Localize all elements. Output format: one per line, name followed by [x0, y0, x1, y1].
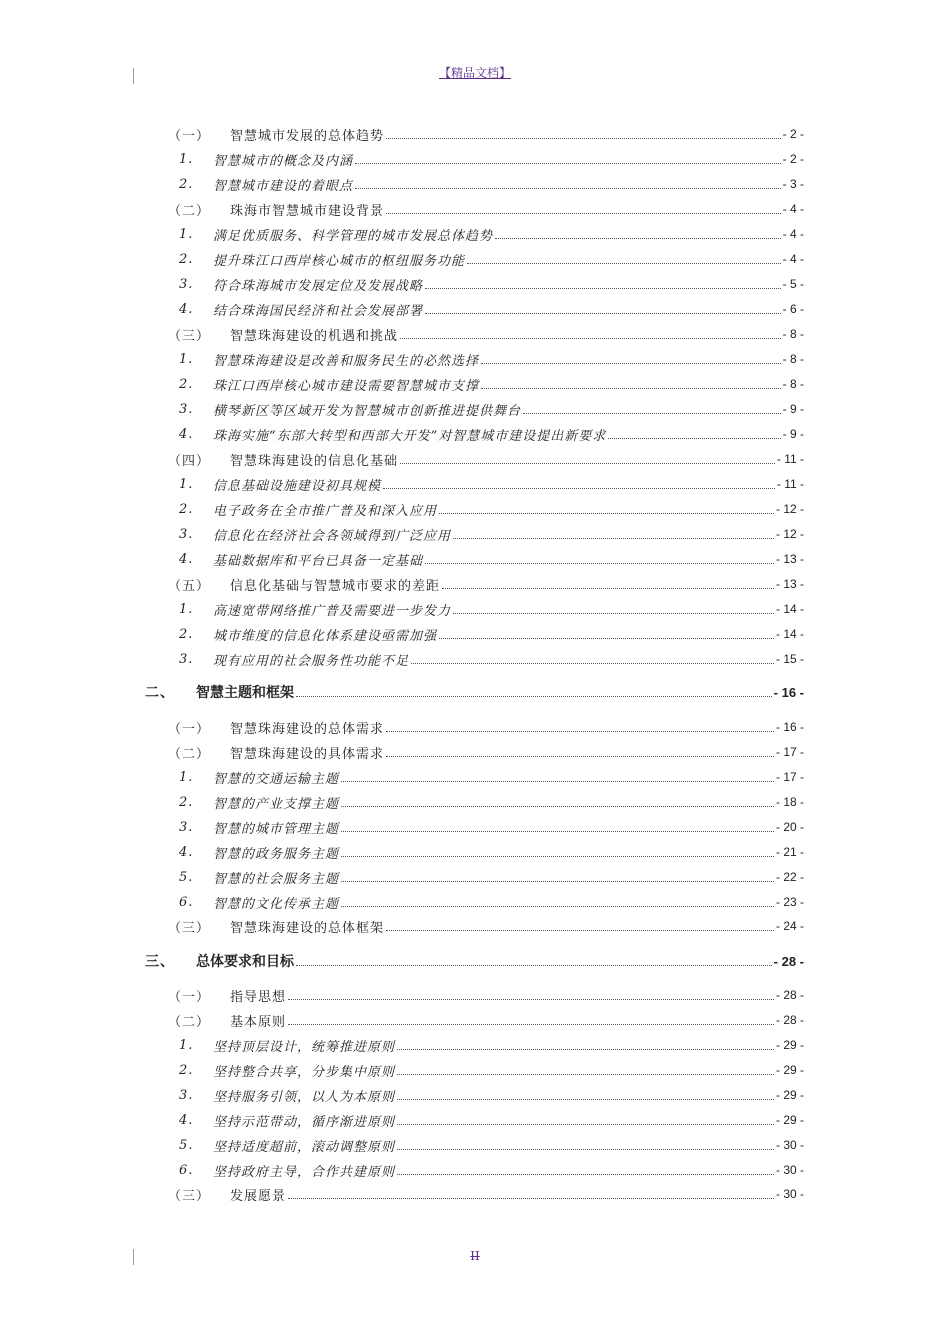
- toc-entry-title: 基础数据库和平台已具备一定基础: [213, 553, 424, 569]
- page-footer: [0, 1249, 950, 1263]
- toc-entry-number: （一）: [168, 128, 211, 144]
- toc-dot-leader: [386, 930, 774, 931]
- toc-entry-title: 坚持顶层设计，统筹推进原则: [213, 1039, 396, 1055]
- toc-dot-leader: [296, 696, 772, 697]
- toc-entry-title: 信息化基础与智慧城市要求的差距: [230, 578, 441, 594]
- toc-entry[interactable]: [0, 399, 950, 419]
- toc-entry[interactable]: [0, 199, 950, 219]
- toc-entry-page: - 30 -: [775, 1138, 804, 1152]
- toc-entry-number: 4.: [179, 301, 194, 317]
- toc-entry-page: - 28 -: [773, 953, 804, 969]
- toc-entry-number: 1.: [179, 1037, 194, 1053]
- toc-dot-leader: [608, 438, 780, 439]
- toc-entry-page: - 12 -: [775, 502, 804, 516]
- toc-entry[interactable]: [0, 951, 950, 971]
- toc-entry[interactable]: [0, 324, 950, 344]
- toc-entry[interactable]: [0, 742, 950, 762]
- toc-entry-number: （二）: [168, 746, 211, 762]
- toc-entry-title: 现有应用的社会服务性功能不足: [213, 653, 410, 669]
- toc-entry[interactable]: [0, 249, 950, 269]
- toc-entry-number: （三）: [168, 920, 211, 936]
- toc-entry-title: 指导思想: [230, 989, 287, 1005]
- toc-entry[interactable]: [0, 649, 950, 669]
- toc-dot-leader: [400, 463, 775, 464]
- toc-entry[interactable]: [0, 916, 950, 936]
- toc-entry-title: 智慧的城市管理主题: [213, 821, 340, 837]
- toc-entry-title: 智慧珠海建设的具体需求: [230, 746, 385, 762]
- toc-entry-title: 城市维度的信息化体系建设亟需加强: [213, 628, 438, 644]
- toc-dot-leader: [495, 238, 781, 239]
- toc-entry-page: - 3 -: [782, 177, 804, 191]
- toc-dot-leader: [453, 538, 774, 539]
- toc-dot-leader: [523, 413, 781, 414]
- toc-entry-page: - 29 -: [775, 1088, 804, 1102]
- toc-entry[interactable]: [0, 449, 950, 469]
- toc-entry-number: 5.: [179, 869, 194, 885]
- toc-entry[interactable]: [0, 985, 950, 1005]
- toc-entry[interactable]: [0, 149, 950, 169]
- toc-dot-leader: [442, 588, 774, 589]
- toc-entry-page: - 12 -: [775, 527, 804, 541]
- toc-entry[interactable]: [0, 599, 950, 619]
- toc-dot-leader: [453, 613, 774, 614]
- toc-dot-leader: [288, 999, 774, 1000]
- toc-dot-leader: [397, 1074, 774, 1075]
- toc-entry-number: 1.: [179, 769, 194, 785]
- toc-entry-page: - 29 -: [775, 1063, 804, 1077]
- toc-entry-title: 横琴新区等区域开发为智慧城市创新推进提供舞台: [213, 403, 522, 419]
- toc-entry[interactable]: [0, 1060, 950, 1080]
- toc-entry-number: （三）: [168, 1188, 211, 1204]
- toc-entry[interactable]: [0, 842, 950, 862]
- toc-entry-page: - 20 -: [775, 820, 804, 834]
- toc-entry-page: - 29 -: [775, 1113, 804, 1127]
- toc-entry-page: - 9 -: [782, 402, 804, 416]
- toc-dot-leader: [386, 213, 781, 214]
- toc-entry-number: 2.: [179, 251, 194, 267]
- toc-entry-title: 智慧的文化传承主题: [213, 896, 340, 912]
- toc-entry-title: 智慧城市发展的总体趋势: [230, 128, 385, 144]
- toc-entry-page: - 9 -: [782, 427, 804, 441]
- toc-entry-page: - 14 -: [775, 627, 804, 641]
- toc-entry[interactable]: [0, 867, 950, 887]
- toc-entry-title: 智慧城市的概念及内涵: [213, 153, 354, 169]
- toc-entry-page: - 4 -: [782, 227, 804, 241]
- toc-dot-leader: [383, 488, 775, 489]
- toc-dot-leader: [386, 756, 774, 757]
- toc-entry-number: 1.: [179, 151, 194, 167]
- toc-entry-number: 三、: [145, 953, 175, 969]
- toc-entry-page: - 30 -: [775, 1187, 804, 1201]
- toc-dot-leader: [296, 965, 772, 966]
- toc-entry[interactable]: [0, 274, 950, 294]
- toc-entry-page: - 16 -: [775, 720, 804, 734]
- toc-entry[interactable]: [0, 767, 950, 787]
- toc-dot-leader: [386, 731, 774, 732]
- toc-entry-number: 3.: [179, 1087, 194, 1103]
- toc-entry-number: 1.: [179, 476, 194, 492]
- toc-entry-number: 1.: [179, 351, 194, 367]
- toc-entry-page: - 11 -: [776, 452, 804, 466]
- toc-entry-page: - 8 -: [782, 352, 804, 366]
- toc-entry-page: - 30 -: [775, 1163, 804, 1177]
- page-number: II: [470, 1249, 480, 1263]
- toc-entry-title: 提升珠江口西岸核心城市的枢纽服务功能: [213, 253, 466, 269]
- toc-entry-title: 智慧的社会服务主题: [213, 871, 340, 887]
- toc-entry-page: - 17 -: [775, 745, 804, 759]
- page-header: [0, 64, 950, 81]
- toc-entry[interactable]: [0, 124, 950, 144]
- toc-entry-title: 坚持整合共享，分步集中原则: [213, 1064, 396, 1080]
- toc-entry-number: （一）: [168, 721, 211, 737]
- toc-entry[interactable]: [0, 1160, 950, 1180]
- toc-entry-page: - 29 -: [775, 1038, 804, 1052]
- toc-dot-leader: [467, 263, 781, 264]
- toc-entry-title: 信息化在经济社会各领域得到广泛应用: [213, 528, 452, 544]
- toc-entry-page: - 4 -: [782, 202, 804, 216]
- toc-entry[interactable]: [0, 549, 950, 569]
- toc-dot-leader: [397, 1149, 774, 1150]
- toc-entry[interactable]: [0, 424, 950, 444]
- toc-dot-leader: [397, 1099, 774, 1100]
- toc-entry-number: 3.: [179, 526, 194, 542]
- toc-entry-title: 智慧珠海建设是改善和服务民生的必然选择: [213, 353, 480, 369]
- toc-entry-number: 2.: [179, 626, 194, 642]
- toc-dot-leader: [400, 338, 781, 339]
- toc-entry[interactable]: [0, 1035, 950, 1055]
- toc-entry-number: 5.: [179, 1137, 194, 1153]
- toc-entry-page: - 6 -: [782, 302, 804, 316]
- toc-dot-leader: [355, 188, 781, 189]
- toc-entry[interactable]: [0, 682, 950, 702]
- toc-dot-leader: [411, 663, 774, 664]
- toc-entry-title: 坚持服务引领，以人为本原则: [213, 1089, 396, 1105]
- toc-entry-title: 珠海实施“东部大转型和西部大开发”对智慧城市建设提出新要求: [213, 428, 607, 444]
- toc-entry[interactable]: [0, 374, 950, 394]
- toc-entry-number: 2.: [179, 501, 194, 517]
- toc-dot-leader: [425, 313, 781, 314]
- toc-dot-leader: [341, 881, 774, 882]
- toc-entry[interactable]: [0, 1135, 950, 1155]
- toc-entry[interactable]: [0, 224, 950, 244]
- toc-entry-page: - 23 -: [775, 895, 804, 909]
- toc-entry[interactable]: [0, 717, 950, 737]
- toc-entry-page: - 24 -: [775, 919, 804, 933]
- toc-entry-title: 发展愿景: [230, 1188, 287, 1204]
- toc-entry-number: 6.: [179, 894, 194, 910]
- toc-entry[interactable]: [0, 1010, 950, 1030]
- toc-entry-number: 2.: [179, 1062, 194, 1078]
- toc-entry-page: - 8 -: [782, 327, 804, 341]
- toc-dot-leader: [355, 163, 781, 164]
- toc-entry-number: （五）: [168, 578, 211, 594]
- toc-dot-leader: [288, 1198, 774, 1199]
- toc-entry-number: 3.: [179, 651, 194, 667]
- toc-entry-number: （一）: [168, 989, 211, 1005]
- toc-dot-leader: [481, 363, 781, 364]
- toc-entry-number: （二）: [168, 1014, 211, 1030]
- toc-entry-page: - 13 -: [775, 577, 804, 591]
- toc-entry[interactable]: [0, 349, 950, 369]
- toc-entry-page: - 14 -: [775, 602, 804, 616]
- toc-dot-leader: [341, 831, 774, 832]
- toc-entry-title: 电子政务在全市推广普及和深入应用: [213, 503, 438, 519]
- toc-entry-title: 信息基础设施建设初具规模: [213, 478, 382, 494]
- toc-dot-leader: [425, 563, 774, 564]
- toc-entry-number: 3.: [179, 276, 194, 292]
- toc-entry[interactable]: [0, 624, 950, 644]
- toc-entry-number: 二、: [145, 684, 175, 700]
- toc-entry-number: （三）: [168, 328, 211, 344]
- toc-entry-title: 珠江口西岸核心城市建设需要智慧城市支撑: [213, 378, 480, 394]
- toc-entry-title: 智慧珠海建设的机遇和挑战: [230, 328, 399, 344]
- toc-entry-number: 1.: [179, 601, 194, 617]
- toc-entry[interactable]: [0, 1085, 950, 1105]
- toc-entry-title: 智慧的产业支撑主题: [213, 796, 340, 812]
- toc-entry-number: 3.: [179, 819, 194, 835]
- toc-entry[interactable]: [0, 792, 950, 812]
- toc-entry[interactable]: [0, 299, 950, 319]
- toc-dot-leader: [397, 1174, 774, 1175]
- toc-dot-leader: [439, 513, 774, 514]
- toc-entry-title: 结合珠海国民经济和社会发展部署: [213, 303, 424, 319]
- header-text: 【精品文档】: [438, 66, 511, 80]
- toc-entry-title: 基本原则: [230, 1014, 287, 1030]
- toc-entry-title: 坚持政府主导，合作共建原则: [213, 1164, 396, 1180]
- toc-entry[interactable]: [0, 1184, 950, 1204]
- toc-dot-leader: [341, 856, 774, 857]
- toc-entry-page: - 8 -: [782, 377, 804, 391]
- toc-dot-leader: [425, 288, 781, 289]
- toc-entry-number: 2.: [179, 794, 194, 810]
- toc-entry-page: - 15 -: [775, 652, 804, 666]
- toc-entry-number: 6.: [179, 1162, 194, 1178]
- toc-entry-page: - 13 -: [775, 552, 804, 566]
- toc-entry-title: 智慧的交通运输主题: [213, 771, 340, 787]
- toc-dot-leader: [397, 1049, 774, 1050]
- toc-entry[interactable]: [0, 524, 950, 544]
- toc-dot-leader: [341, 806, 774, 807]
- toc-entry[interactable]: [0, 474, 950, 494]
- toc-entry-number: 4.: [179, 551, 194, 567]
- toc-entry-page: - 28 -: [775, 988, 804, 1002]
- toc-entry-title: 智慧珠海建设的总体框架: [230, 920, 385, 936]
- toc-entry-title: 珠海市智慧城市建设背景: [230, 203, 385, 219]
- toc-entry-number: （四）: [168, 453, 211, 469]
- toc-entry-number: 1.: [179, 226, 194, 242]
- toc-entry-title: 满足优质服务、科学管理的城市发展总体趋势: [213, 228, 494, 244]
- toc-entry-page: - 5 -: [782, 277, 804, 291]
- toc-entry[interactable]: [0, 574, 950, 594]
- toc-entry-title: 智慧珠海建设的总体需求: [230, 721, 385, 737]
- toc-dot-leader: [288, 1024, 774, 1025]
- toc-dot-leader: [397, 1124, 774, 1125]
- toc-dot-leader: [386, 138, 781, 139]
- toc-entry-page: - 21 -: [775, 845, 804, 859]
- toc-entry[interactable]: [0, 499, 950, 519]
- toc-dot-leader: [439, 638, 774, 639]
- toc-entry-page: - 22 -: [775, 870, 804, 884]
- toc-entry-title: 智慧主题和框架: [196, 684, 294, 700]
- toc-entry-title: 坚持适度超前，滚动调整原则: [213, 1139, 396, 1155]
- toc-entry-number: 4.: [179, 426, 194, 442]
- toc-entry-title: 坚持示范带动，循序渐进原则: [213, 1114, 396, 1130]
- toc-entry-page: - 2 -: [782, 152, 804, 166]
- toc-entry-number: 3.: [179, 401, 194, 417]
- toc-entry[interactable]: [0, 1110, 950, 1130]
- toc-entry-title: 智慧城市建设的着眼点: [213, 178, 354, 194]
- toc-entry-number: 4.: [179, 844, 194, 860]
- toc-entry-title: 总体要求和目标: [196, 953, 294, 969]
- toc-entry-title: 智慧珠海建设的信息化基础: [230, 453, 399, 469]
- toc-entry-number: 2.: [179, 376, 194, 392]
- toc-entry-page: - 18 -: [775, 795, 804, 809]
- toc-entry-number: （二）: [168, 203, 211, 219]
- toc-entry-number: 2.: [179, 176, 194, 192]
- toc-entry-title: 智慧的政务服务主题: [213, 846, 340, 862]
- toc-entry-number: 4.: [179, 1112, 194, 1128]
- toc-dot-leader: [341, 781, 774, 782]
- toc-entry-page: - 17 -: [775, 770, 804, 784]
- toc-entry-page: - 28 -: [775, 1013, 804, 1027]
- toc-dot-leader: [481, 388, 781, 389]
- toc-entry[interactable]: [0, 817, 950, 837]
- toc-entry[interactable]: [0, 892, 950, 912]
- toc-entry-page: - 4 -: [782, 252, 804, 266]
- toc-entry-title: 符合珠海城市发展定位及发展战略: [213, 278, 424, 294]
- toc-dot-leader: [341, 906, 774, 907]
- toc-entry-title: 高速宽带网络推广普及需要进一步发力: [213, 603, 452, 619]
- toc-entry-page: - 11 -: [776, 477, 804, 491]
- toc-entry-page: - 16 -: [773, 684, 804, 700]
- toc-entry[interactable]: [0, 174, 950, 194]
- toc-entry-page: - 2 -: [782, 127, 804, 141]
